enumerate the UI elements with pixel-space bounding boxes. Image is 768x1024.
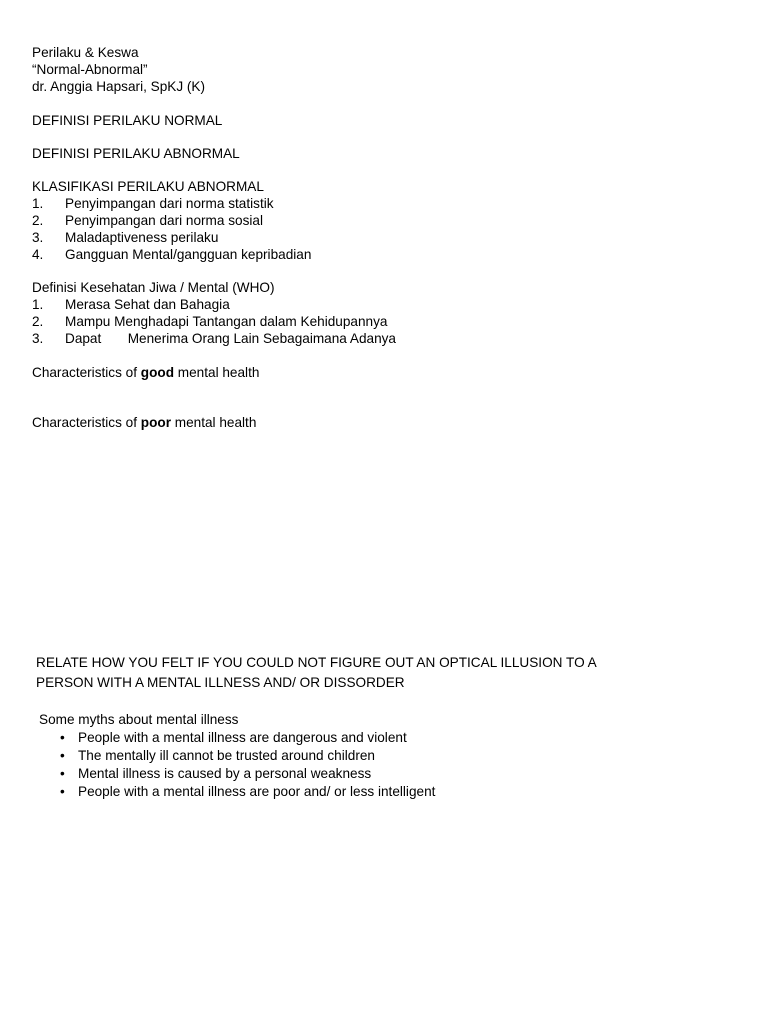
list-text: Maladaptiveness perilaku [65, 230, 219, 245]
list-item [60, 783, 435, 801]
heading-def-abnormal: DEFINISI PERILAKU ABNORMAL [32, 146, 240, 161]
emphasis-poor: poor [140, 415, 171, 430]
list-text: Merasa Sehat dan Bahagia [65, 297, 230, 312]
bullet-icon: • [60, 748, 65, 763]
bullet-icon: • [60, 766, 65, 781]
heading-def-normal: DEFINISI PERILAKU NORMAL [32, 113, 223, 128]
heading-who: Definisi Kesehatan Jiwa / Mental (WHO) [32, 280, 275, 295]
list-number: 3. [32, 230, 44, 245]
list-text: The mentally ill cannot be trusted around children [78, 748, 375, 763]
doc-author: dr. Anggia Hapsari, SpKJ (K) [32, 79, 206, 94]
list-item [60, 729, 435, 747]
heading-poor-mental-health [32, 414, 256, 431]
list-text: Mental illness is caused by a personal weakness [78, 766, 372, 781]
list-item [32, 229, 218, 246]
list-text: Penyimpangan dari norma statistik [65, 196, 274, 211]
bullet-icon: • [60, 730, 65, 745]
list-text: Dapat Menerima Orang Lain Sebagaimana Adanya [65, 331, 396, 346]
doc-title: Perilaku & Keswa [32, 45, 139, 60]
myths-list [60, 729, 435, 801]
heading-myths: Some myths about mental illness [39, 712, 239, 727]
list-item [32, 195, 274, 212]
list-number: 1. [32, 196, 44, 211]
characteristics-prefix: Characteristics of [32, 415, 141, 430]
list-item [60, 747, 435, 765]
list-item [32, 296, 230, 313]
list-number: 2. [32, 213, 44, 228]
list-item [32, 330, 396, 347]
list-item [32, 212, 263, 229]
heading-good-mental-health [32, 364, 259, 381]
emphasis-good: good [140, 365, 175, 380]
bullet-icon: • [60, 784, 65, 799]
heading-klasifikasi: KLASIFIKASI PERILAKU ABNORMAL [32, 179, 264, 194]
list-number: 4. [32, 247, 44, 262]
list-text: Penyimpangan dari norma sosial [65, 213, 263, 228]
characteristics-suffix: mental health [174, 365, 260, 380]
list-item [32, 313, 387, 330]
list-text: Gangguan Mental/gangguan kepribadian [65, 247, 312, 262]
list-text: People with a mental illness are dangerous and violent [78, 730, 407, 745]
list-number: 1. [32, 297, 44, 312]
list-item [32, 246, 311, 263]
characteristics-suffix: mental health [171, 415, 257, 430]
relate-paragraph: RELATE HOW YOU FELT IF YOU COULD NOT FIGURE OUT AN OPTICAL ILLUSION TO A PERSON WITH A MENTAL ILLNESS AND/ OR DISSORDER [36, 655, 596, 690]
doc-subtitle: “Normal-Abnormal” [32, 62, 148, 77]
list-number: 2. [32, 314, 44, 329]
list-number: 3. [32, 331, 44, 346]
list-text: Mampu Menghadapi Tantangan dalam Kehidupannya [65, 314, 388, 329]
characteristics-prefix: Characteristics of [32, 365, 141, 380]
list-item [60, 765, 435, 783]
list-text: People with a mental illness are poor and/ or less intelligent [78, 784, 436, 799]
